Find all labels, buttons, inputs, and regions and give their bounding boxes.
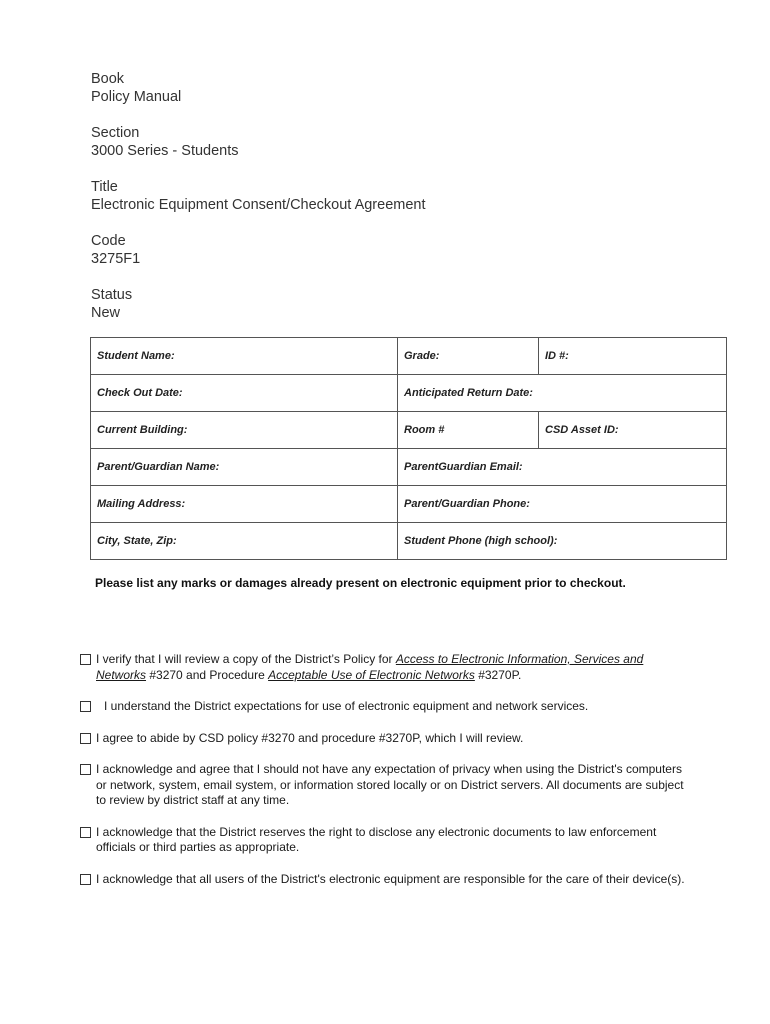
consent-text: I understand the District expectations for use of electronic equipment and network services. bbox=[104, 699, 589, 713]
checkout-form-table bbox=[90, 337, 727, 560]
code-group bbox=[91, 232, 426, 268]
title-value: Electronic Equipment Consent/Checkout Agreement bbox=[91, 197, 426, 213]
consent-text-part: #3270P. bbox=[474, 667, 522, 682]
table-row bbox=[91, 449, 727, 486]
guardian-name-field[interactable]: Parent/Guardian Name: bbox=[91, 449, 398, 486]
mailing-address-field[interactable]: Mailing Address: bbox=[91, 486, 398, 523]
policy-link[interactable]: Access to Electronic Information, Services and Networks bbox=[96, 652, 644, 682]
consent-text: I acknowledge that all users of the District's electronic equipment are responsible for the care of their device(s). bbox=[96, 871, 685, 886]
checkbox[interactable] bbox=[80, 733, 91, 744]
table-row bbox=[91, 523, 727, 560]
section-group bbox=[91, 124, 426, 160]
table-row bbox=[91, 412, 727, 449]
checkout-date-field[interactable]: Check Out Date: bbox=[91, 375, 398, 412]
title-group bbox=[91, 178, 426, 214]
procedure-link[interactable]: Acceptable Use of Electronic Networks bbox=[268, 667, 475, 682]
id-field[interactable]: ID #: bbox=[539, 338, 727, 375]
table-row bbox=[91, 486, 727, 523]
title-label: Title bbox=[91, 179, 118, 195]
student-name-field[interactable]: Student Name: bbox=[91, 338, 398, 375]
student-phone-field[interactable]: Student Phone (high school): bbox=[398, 523, 727, 560]
document-meta bbox=[91, 70, 426, 340]
consent-text-part: #3270 and Procedure bbox=[146, 667, 269, 682]
return-date-field[interactable]: Anticipated Return Date: bbox=[398, 375, 727, 412]
checkbox[interactable] bbox=[80, 874, 91, 885]
guardian-phone-field[interactable]: Parent/Guardian Phone: bbox=[398, 486, 727, 523]
building-field[interactable]: Current Building: bbox=[91, 412, 398, 449]
section-label: Section bbox=[91, 125, 140, 141]
section-value: 3000 Series - Students bbox=[91, 143, 239, 159]
consent-text bbox=[96, 652, 690, 683]
consent-item-privacy bbox=[80, 762, 690, 809]
status-group bbox=[91, 286, 426, 322]
damages-note: Please list any marks or damages already present on electronic equipment prior to checkout. bbox=[95, 576, 626, 590]
table-row bbox=[91, 375, 727, 412]
code-label: Code bbox=[91, 233, 126, 249]
book-group bbox=[91, 70, 426, 106]
consent-item-care bbox=[80, 872, 690, 888]
consent-text-part: I verify that I will review a copy of the District’s Policy for bbox=[96, 652, 396, 666]
asset-id-field[interactable]: CSD Asset ID: bbox=[539, 412, 727, 449]
consent-item-abide bbox=[80, 731, 690, 747]
book-value: Policy Manual bbox=[91, 89, 182, 105]
consent-item-disclose bbox=[80, 825, 690, 856]
table-row bbox=[91, 338, 727, 375]
guardian-email-field[interactable]: ParentGuardian Email: bbox=[398, 449, 727, 486]
checkbox[interactable] bbox=[80, 827, 91, 838]
checkbox[interactable] bbox=[80, 654, 91, 665]
consent-checklist bbox=[80, 652, 690, 903]
checkbox[interactable] bbox=[80, 701, 91, 712]
consent-text: I acknowledge and agree that I should not have any expectation of privacy when using the District's computers or network, system, email system, or information stored locally or on District servers. All documents are subject to review by district staff at any time. bbox=[96, 762, 684, 807]
city-state-zip-field[interactable]: City, State, Zip: bbox=[91, 523, 398, 560]
book-label: Book bbox=[91, 71, 125, 87]
consent-text: I acknowledge that the District reserves the right to disclose any electronic documents to law enforcement officials or third parties as appropriate. bbox=[96, 824, 657, 854]
checkbox[interactable] bbox=[80, 764, 91, 775]
status-value: New bbox=[91, 305, 121, 321]
consent-item-expectations bbox=[80, 699, 690, 715]
room-field[interactable]: Room # bbox=[398, 412, 539, 449]
consent-text: I agree to abide by CSD policy #3270 and procedure #3270P, which I will review. bbox=[96, 730, 524, 745]
grade-field[interactable]: Grade: bbox=[398, 338, 539, 375]
consent-item-policy-review bbox=[80, 652, 690, 683]
code-value: 3275F1 bbox=[91, 251, 141, 267]
status-label: Status bbox=[91, 287, 133, 303]
